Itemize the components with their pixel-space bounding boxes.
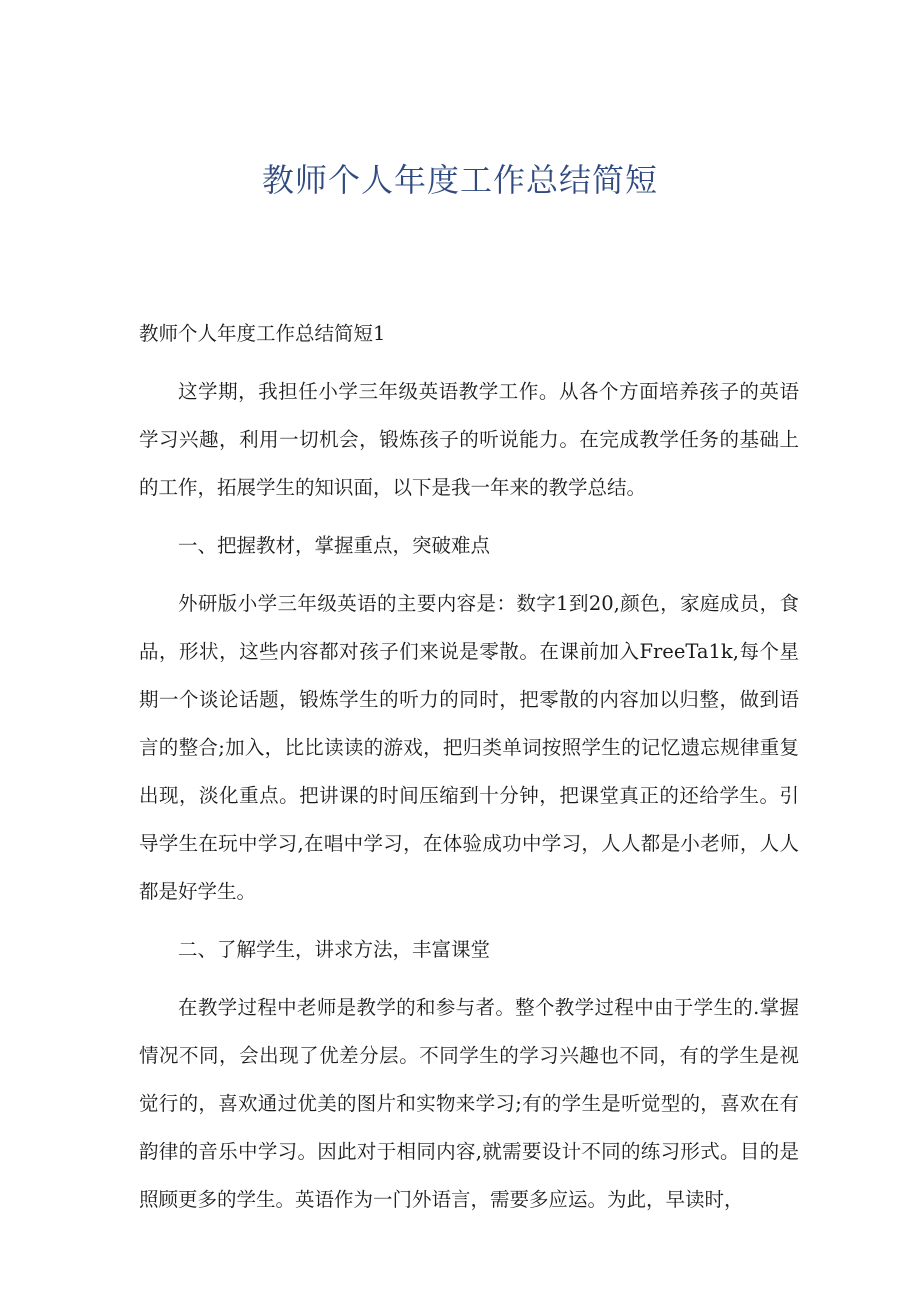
paragraph-section-2: 在教学过程中老师是教学的和参与者。整个教学过程中由于学生的.掌握情况不同，会出现了优差分层。不同学生的学习兴趣也不同，有的学生是视觉行的，喜欢通过优美的图片和实物来学习;有的学生是听觉型的，喜欢在有韵律的音乐中学习。因此对于相同内容,就需要设计不同的练习形式。目的是照顾更多的学生。英语作为一门外语言，需要多应运。为此，早读时， (139, 996, 799, 1211)
section-subtitle: 教师个人年度工作总结简短1 (139, 322, 386, 345)
heading-section-2: 二、了解学生，讲求方法，丰富课堂 (178, 938, 491, 961)
document-body (139, 310, 799, 1234)
heading-section-1: 一、把握教材，掌握重点，突破难点 (178, 534, 491, 557)
paragraph-section-1: 外研版小学三年级英语的主要内容是：数字1到20,颜色，家庭成员，食品，形状，这些内容都对孩子们来说是零散。在课前加入FreeTa1k,每个星期一个谈论话题，锻炼学生的听力的同时，把零散的内容加以归整，做到语言的整合;加入，比比读读的游戏，把归类单词按照学生的记忆遗忘规律重复出现，淡化重点。把讲课的时间压缩到十分钟，把课堂真正的还给学生。引导学生在玩中学习,在唱中学习，在体验成功中学习，人人都是小老师，人人都是好学生。 (139, 592, 799, 903)
paragraph-intro: 这学期，我担任小学三年级英语教学工作。从各个方面培养孩子的英语学习兴趣，利用一切机会，锻炼孩子的听说能力。在完成教学任务的基础上的工作，拓展学生的知识面，以下是我一年来的教学总结。 (139, 380, 799, 499)
document-title: 教师个人年度工作总结简短 (261, 161, 658, 199)
